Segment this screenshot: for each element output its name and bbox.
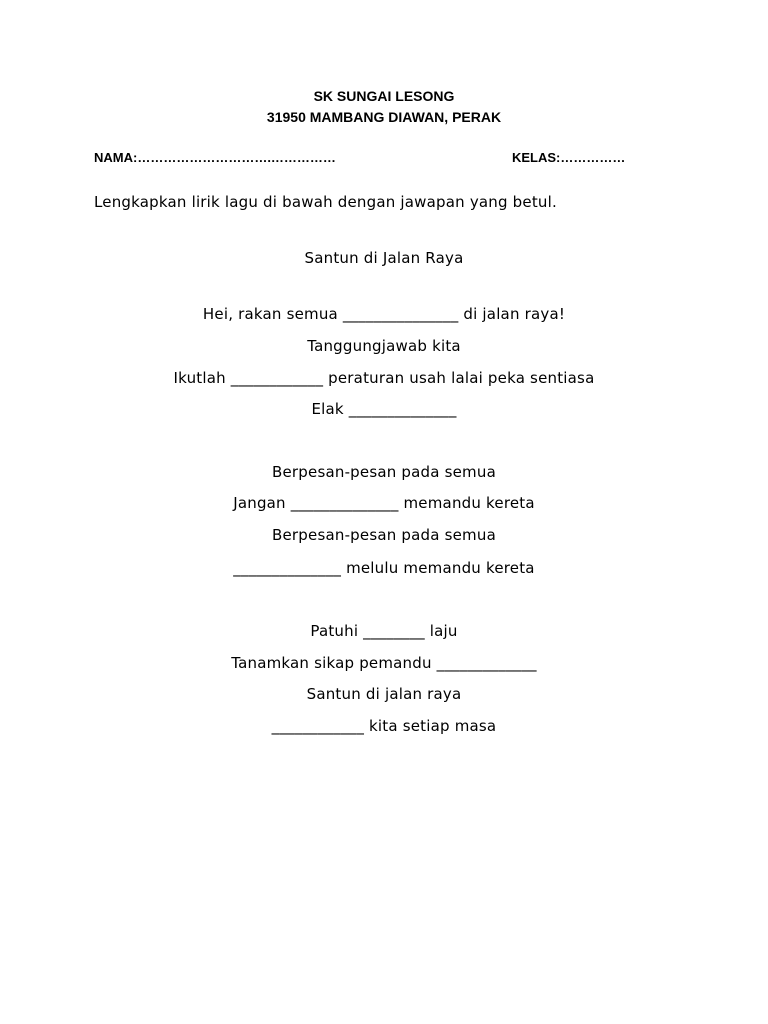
lyric-line: ____________ kita setiap masa <box>271 717 497 735</box>
song-title: Santun di Jalan Raya <box>304 249 464 267</box>
lyric-line: Ikutlah ____________ peraturan usah lalai peka sentiasa <box>173 369 595 387</box>
lyric-line: Patuhi ________ laju <box>310 622 458 640</box>
school-address: 31950 MAMBANG DIAWAN, PERAK <box>266 109 502 125</box>
lyric-line: Berpesan-pesan pada semua <box>272 526 496 544</box>
lyric-line: Tanamkan sikap pemandu _____________ <box>231 654 537 672</box>
school-name: SK SUNGAI LESONG <box>313 88 455 104</box>
lyric-line: Berpesan-pesan pada semua <box>272 463 496 481</box>
lyric-line: Tanggungjawab kita <box>307 337 461 355</box>
instruction-text: Lengkapkan lirik lagu di bawah dengan jawapan yang betul. <box>94 193 557 211</box>
lyric-line: Hei, rakan semua _______________ di jalan raya! <box>202 305 566 323</box>
class-field: KELAS:…………… <box>512 150 626 165</box>
lyric-line: Jangan ______________ memandu kereta <box>233 494 535 512</box>
lyric-line: Santun di jalan raya <box>306 685 462 703</box>
lyric-line: Elak ______________ <box>311 400 457 418</box>
lyric-line: ______________ melulu memandu kereta <box>233 559 535 577</box>
name-field: NAMA:………………………….…………… <box>94 150 336 165</box>
